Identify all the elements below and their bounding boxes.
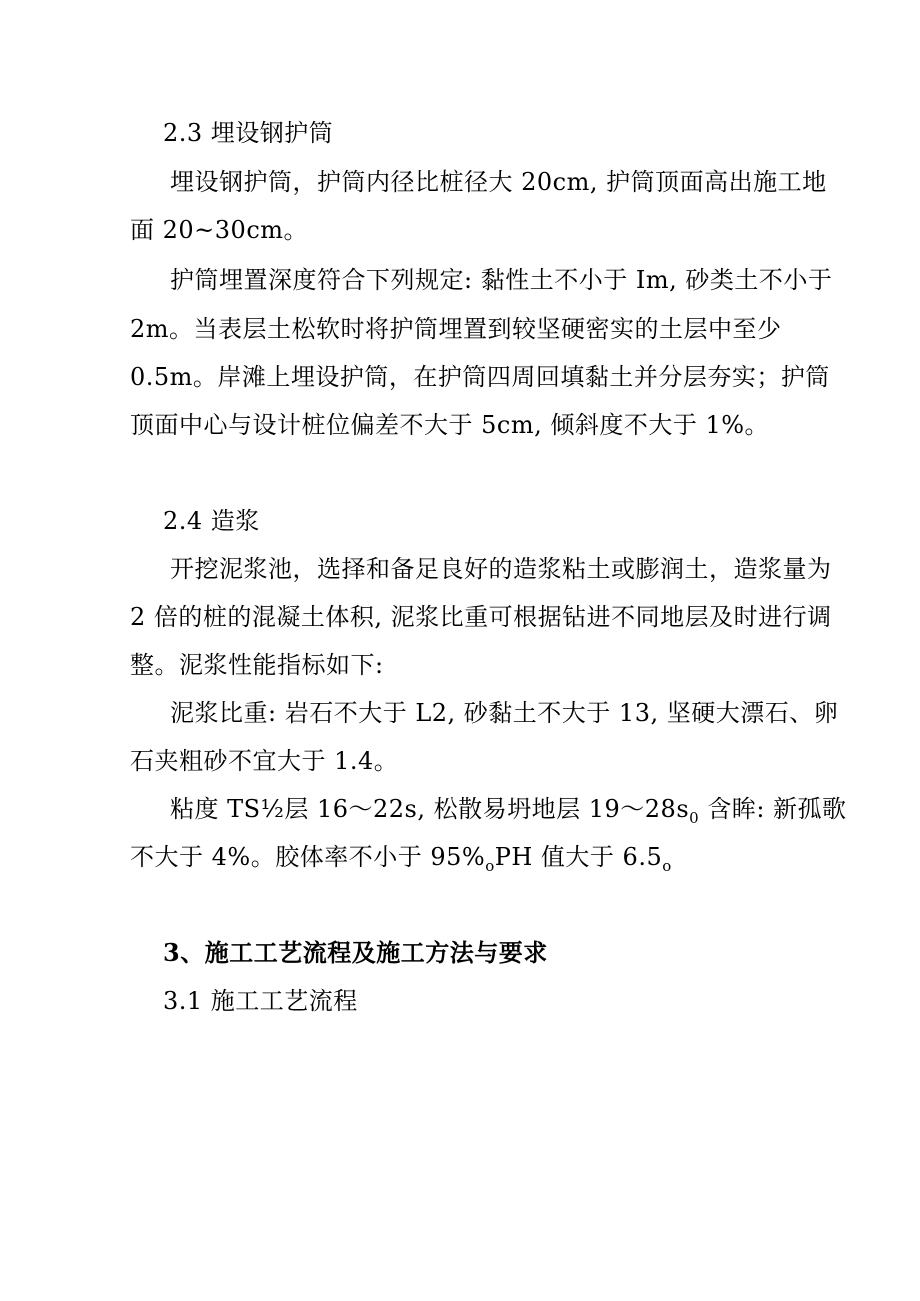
paragraph-line: 石夹粗砂不宜大于 1.4。 [130, 747, 399, 775]
text-run: 不大于 4%。胶体率不小于 95% [130, 843, 486, 871]
paragraph-line: 0.5m。岸滩上埋设护筒，在护筒四周回填黏土并分层夯实；护筒 [130, 363, 830, 391]
paragraph-line: 泥浆比重: 岩石不大于 L2, 砂黏土不大于 13, 坚硬大漂石、卵 [170, 699, 839, 727]
paragraph-line [130, 841, 672, 873]
paragraph-line: 整。泥浆性能指标如下: [130, 651, 384, 679]
paragraph-line: 顶面中心与设计桩位偏差不大于 5cm, 倾斜度不大于 1%。 [130, 411, 770, 439]
section-heading-2-3: 2.3 埋设钢护筒 [163, 119, 334, 147]
paragraph-line: 2m。当表层土松软时将护筒埋置到较坚硬密实的土层中至少 [130, 315, 782, 343]
text-run: PH 值大于 6.5 [494, 843, 663, 871]
paragraph-line: 开挖泥浆池，选择和备足良好的造浆粘土或膨润土，造浆量为 [170, 555, 832, 583]
section-heading-3: 3、施工工艺流程及施工方法与要求 [163, 938, 548, 967]
section-heading-2-4: 2.4 造浆 [163, 507, 260, 535]
subscript: o [485, 857, 495, 875]
paragraph-line: 2 倍的桩的混凝土体积, 泥浆比重可根据钻进不同地层及时进行调 [130, 603, 832, 631]
subscript: o [662, 857, 672, 875]
paragraph-line: 埋设钢护筒，护筒内径比桩径大 20cm, 护筒顶面高出施工地 [170, 168, 827, 196]
paragraph-line [170, 793, 847, 825]
paragraph-line: 面 20~30cm。 [130, 216, 309, 244]
text-run: 含眸: 新孤歌 [699, 795, 847, 823]
text-run: 粘度 TS½层 16～22s, 松散易坍地层 19～28s [170, 795, 690, 823]
subscript: 0 [689, 809, 700, 827]
sub-heading-3-1: 3.1 施工工艺流程 [163, 987, 358, 1015]
paragraph-line: 护筒埋置深度符合下列规定: 黏性土不小于 Im, 砂类土不小于 [170, 266, 833, 294]
